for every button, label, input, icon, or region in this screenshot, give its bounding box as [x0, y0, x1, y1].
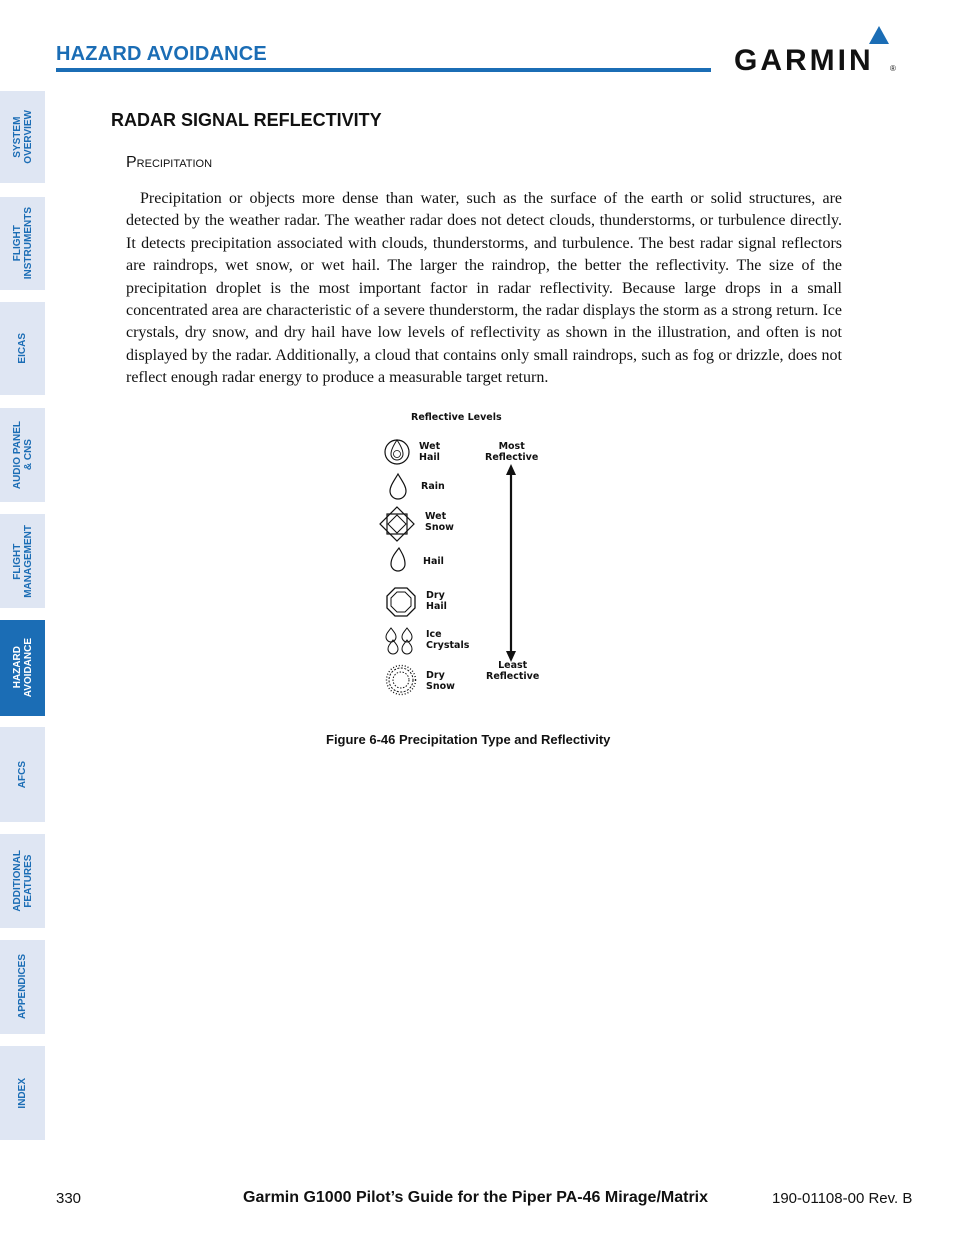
- tab-flight-management[interactable]: [0, 514, 45, 608]
- tab-index[interactable]: [0, 1046, 45, 1140]
- document-number: 190-01108-00 Rev. B: [772, 1190, 913, 1207]
- header-rule: [56, 68, 711, 72]
- reflectivity-arrow: [503, 464, 519, 662]
- ice-crystals-icon: [383, 626, 417, 656]
- tab-label: ADDITIONAL FEATURES: [11, 850, 34, 912]
- tab-additional-features[interactable]: [0, 834, 45, 928]
- tab-label: HAZARD AVOIDANCE: [11, 638, 34, 698]
- tab-label: APPENDICES: [17, 954, 28, 1020]
- wet-hail-icon: [383, 436, 411, 466]
- label-dry-snow: Dry Snow: [426, 670, 455, 692]
- label-wet-snow: Wet Snow: [425, 511, 454, 533]
- tab-label: FLIGHT INSTRUMENTS: [11, 207, 34, 280]
- tab-afcs[interactable]: [0, 727, 45, 822]
- label-ice-crystals: Ice Crystals: [426, 629, 470, 651]
- tab-appendices[interactable]: [0, 940, 45, 1034]
- tab-label: AFCS: [17, 760, 28, 789]
- most-reflective-label: Most Reflective: [485, 441, 539, 463]
- figure-caption: Figure 6-46 Precipitation Type and Reflectivity: [326, 732, 611, 747]
- garmin-triangle-icon: [869, 26, 889, 44]
- section-title: RADAR SIGNAL REFLECTIVITY: [111, 110, 382, 130]
- body-paragraph: Precipitation or objects more dense than water, such as the surface of the earth or solid structures, are detected by the weather radar. The weather radar does not detect clouds, thunderstorms, or turbulence directly. It detects precipitation associated with clouds, thunderstorms, and turbulence. The best radar signal reflectors are raindrops, wet snow, or wet hail. The larger the raindrop, the better the reflectivity. The size of the precipitation droplet is the most important factor in radar reflectivity. Because large drops in a small concentrated area are characteristic of a severe thunderstorm, the radar displays the storm as a strong return. Ice crystals, dry snow, and dry hail have low levels of reflectivity as shown in the illustration, and often is not displayed by the radar. Additionally, a cloud that contains only small raindrops, such as fog or drizzle, does not reflect enough radar energy to produce a measurable target return.: [126, 190, 842, 387]
- tab-label: FLIGHT MANAGEMENT: [11, 524, 34, 598]
- garmin-logo: [734, 24, 900, 76]
- footer-title: Garmin G1000 Pilot’s Guide for the Piper PA-46 Mirage/Matrix: [243, 1189, 709, 1206]
- tab-label: EICAS: [17, 333, 28, 364]
- dry-hail-icon: [385, 586, 417, 618]
- tab-flight-instruments[interactable]: [0, 197, 45, 290]
- wet-snow-icon: [379, 506, 415, 542]
- tab-label: AUDIO PANEL & CNS: [11, 420, 34, 490]
- tab-eicas[interactable]: [0, 302, 45, 395]
- chapter-title: HAZARD AVOIDANCE: [56, 43, 267, 65]
- reflectivity-figure: [375, 408, 545, 704]
- least-reflective-label: Least Reflective: [486, 660, 540, 682]
- tab-system-overview[interactable]: [0, 91, 45, 183]
- rain-icon: [387, 472, 409, 500]
- tab-label: INDEX: [17, 1077, 28, 1109]
- dry-snow-icon: [385, 664, 417, 696]
- tab-label: SYSTEM OVERVIEW: [11, 110, 34, 164]
- subsection-title: Precipitation: [126, 154, 213, 171]
- registered-mark: ®: [890, 64, 896, 73]
- tab-hazard-avoidance[interactable]: [0, 620, 45, 716]
- figure-title: Reflective Levels: [411, 412, 502, 423]
- tab-audio-panel-cns[interactable]: [0, 408, 45, 502]
- label-hail: Hail: [423, 556, 444, 567]
- label-rain: Rain: [421, 481, 445, 492]
- hail-icon: [387, 546, 409, 574]
- label-dry-hail: Dry Hail: [426, 590, 447, 612]
- page-number: 330: [56, 1190, 82, 1207]
- logo-text: GARMIN: [734, 44, 874, 77]
- label-wet-hail: Wet Hail: [419, 441, 441, 463]
